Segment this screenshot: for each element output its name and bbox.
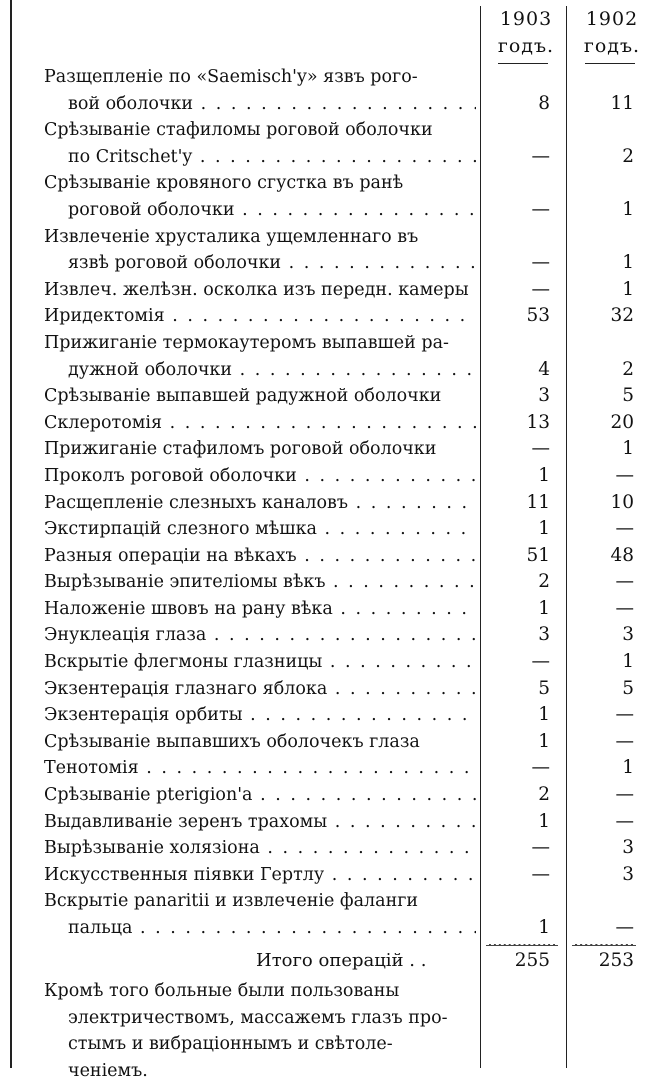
table-row — [44, 330, 644, 357]
count-1902: 1 — [622, 252, 634, 274]
table-row-continuation — [44, 915, 644, 942]
count-1902: — — [615, 518, 634, 540]
total-value-1902: 253 — [598, 950, 634, 971]
operation-name: Выдавливаніе зеренъ трахомы . . . — [44, 809, 476, 836]
count-1902: — — [615, 810, 634, 832]
header-1902 — [568, 6, 656, 60]
operation-name: Извлеченіе хрусталика ущемленнаго въ — [44, 226, 419, 247]
count-1902: 5 — [622, 385, 634, 407]
operation-name: Наложеніе швовъ на рану вѣка . . . — [44, 596, 476, 623]
count-1903: 2 — [538, 571, 550, 593]
header-1903-year: 1903 — [499, 8, 553, 30]
header-1903-unit: годъ. — [497, 35, 555, 57]
count-1902: — — [615, 571, 634, 593]
table-row — [44, 702, 644, 729]
table-row-continuation — [44, 357, 644, 384]
count-1903: — — [531, 757, 550, 779]
operation-name: Разщепленіе по «Saemisch'y» язвъ рого- — [44, 67, 418, 87]
table-row — [44, 862, 644, 889]
table-row — [44, 516, 644, 543]
count-1903: — — [531, 651, 550, 673]
table-row — [44, 490, 644, 517]
operation-name: язвѣ роговой оболочки . . . — [44, 250, 476, 277]
table-row — [44, 888, 644, 915]
operation-name: Склеротомія . . . — [44, 410, 476, 437]
operation-name: Срѣзываніе выпавшихъ оболочекъ глаза — [44, 731, 420, 752]
count-1903: — — [531, 145, 550, 167]
table-row — [44, 64, 644, 91]
table-row — [44, 676, 644, 703]
count-1902: 1 — [622, 438, 634, 460]
table-row — [44, 410, 644, 437]
table-row — [44, 729, 644, 756]
table-row — [44, 543, 644, 570]
count-1903: 1 — [538, 597, 550, 619]
count-1903: 1 — [538, 464, 550, 486]
total-rule-1903 — [486, 944, 558, 946]
count-1903: — — [531, 278, 550, 300]
count-1902: — — [615, 730, 634, 752]
table-row — [44, 277, 644, 304]
count-1902: 2 — [622, 145, 634, 167]
count-1902: — — [615, 784, 634, 806]
count-1902: 1 — [622, 651, 634, 673]
count-1902: — — [615, 464, 634, 486]
count-1902: 1 — [622, 278, 634, 300]
count-1902: 3 — [622, 837, 634, 859]
footnote — [44, 978, 474, 1084]
count-1902: 48 — [610, 544, 634, 566]
operation-name: Вскрытіе panaritii и извлеченіе фаланги — [44, 891, 419, 912]
table-row — [44, 622, 644, 649]
operations-table — [44, 64, 644, 942]
count-1902: 20 — [610, 411, 634, 433]
header-1902-unit: годъ. — [583, 35, 641, 57]
count-1903: 3 — [538, 385, 550, 407]
count-1903: 13 — [526, 411, 550, 433]
count-1903: — — [531, 438, 550, 460]
table-row — [44, 755, 644, 782]
count-1902: 1 — [622, 757, 634, 779]
count-1903: 2 — [538, 784, 550, 806]
operation-name: вой оболочки . . . — [44, 91, 476, 118]
total-row — [44, 948, 644, 975]
operation-name: Тенотомія . . . — [44, 755, 476, 782]
count-1902: 10 — [610, 491, 634, 513]
count-1902: 3 — [622, 863, 634, 885]
count-1902: — — [615, 917, 634, 938]
operation-name: Расщепленіе слезныхъ каналовъ . . . — [44, 490, 476, 517]
count-1903: 1 — [538, 704, 550, 726]
table-row — [44, 436, 644, 463]
count-1902: 32 — [610, 305, 634, 327]
table-row — [44, 809, 644, 836]
operation-name: Извлеч. желѣзн. осколка изъ передн. камеры — [44, 279, 469, 300]
operation-name: Срѣзываніе выпавшей радужной оболочки — [44, 386, 442, 407]
count-1903: 5 — [538, 677, 550, 699]
header-1902-year: 1902 — [585, 8, 639, 30]
operation-name: роговой оболочки . . . — [44, 197, 476, 224]
count-1903: — — [531, 252, 550, 274]
count-1903: 11 — [526, 491, 550, 513]
total-value-1903: 255 — [514, 950, 550, 971]
table-row — [44, 383, 644, 410]
count-1903: — — [531, 837, 550, 859]
table-row-continuation — [44, 250, 644, 277]
count-1902: 11 — [610, 92, 634, 114]
table-row — [44, 835, 644, 862]
count-1902: — — [615, 597, 634, 619]
header-1903 — [482, 6, 570, 60]
count-1903: — — [531, 863, 550, 885]
footnote-line: ченіемъ. — [68, 1060, 148, 1081]
operation-name: Экзентерація глазнаго яблока . . . — [44, 676, 476, 703]
operation-name: Вырѣзываніе эпителіомы вѣкъ . . . — [44, 569, 476, 596]
operation-name: Срѣзываніе стафиломы роговой оболочки — [44, 120, 433, 141]
count-1903: 4 — [538, 358, 550, 380]
count-1903: — — [531, 198, 550, 220]
count-1902: 2 — [622, 358, 634, 380]
table-row — [44, 303, 644, 330]
total-label: Итого операцій . . — [256, 950, 427, 971]
count-1902: 3 — [622, 624, 634, 646]
table-row-continuation — [44, 91, 644, 118]
count-1903: 1 — [538, 917, 550, 938]
table-row-continuation — [44, 197, 644, 224]
operation-name: Прижиганіе термокаутеромъ выпавшей ра- — [44, 332, 449, 353]
count-1903: 8 — [538, 92, 550, 114]
count-1902: — — [615, 704, 634, 726]
table-row — [44, 569, 644, 596]
operation-name: Энуклеація глаза . . . — [44, 622, 476, 649]
operation-name: Экстирпацій слезного мѣшка . . . — [44, 516, 476, 543]
operation-name: Разныя операціи на вѣкахъ . . . — [44, 543, 476, 570]
operation-name: Иридектомія . . . — [44, 303, 476, 330]
footnote-line: Кромѣ того больные были пользованы — [44, 981, 400, 1001]
operation-name: Проколъ роговой оболочки . . . — [44, 463, 476, 490]
table-row — [44, 117, 644, 144]
table-row — [44, 649, 644, 676]
operation-name: Срѣзываніе pterigion'a . . . — [44, 782, 476, 809]
count-1903: 1 — [538, 518, 550, 540]
count-1903: 51 — [526, 544, 550, 566]
table-row — [44, 170, 644, 197]
table-row — [44, 224, 644, 251]
count-1902: 1 — [622, 198, 634, 220]
total-rule-1902 — [572, 944, 636, 946]
count-1903: 53 — [526, 305, 550, 327]
count-1903: 1 — [538, 730, 550, 752]
count-1902: 5 — [622, 677, 634, 699]
operation-name: Вскрытіе флегмоны глазницы . . . — [44, 649, 476, 676]
operation-name: Экзентерація орбиты . . . — [44, 702, 476, 729]
table-row — [44, 463, 644, 490]
table-row — [44, 782, 644, 809]
operation-name: по Critschet'y . . . — [44, 144, 476, 171]
count-1903: 3 — [538, 624, 550, 646]
operation-name: Вырѣзываніе холязіона . . . — [44, 835, 476, 862]
footnote-line: стымъ и вибраціоннымъ и свѣтоле- — [68, 1034, 393, 1055]
footnote-line: электричествомъ, массажемъ глазъ про- — [68, 1007, 448, 1028]
operation-name: пальца . . . — [44, 915, 476, 942]
operation-name: Срѣзываніе кровяного сгустка въ ранѣ — [44, 173, 404, 194]
table-row-continuation — [44, 144, 644, 171]
table-row — [44, 596, 644, 623]
count-1903: 1 — [538, 810, 550, 832]
operation-name: Прижиганіе стафиломъ роговой оболочки — [44, 439, 437, 460]
left-border-line — [10, 0, 12, 1068]
operation-name: Искусственныя піявки Гертлу . . . — [44, 862, 476, 889]
operation-name: дужной оболочки . . . — [44, 357, 476, 384]
